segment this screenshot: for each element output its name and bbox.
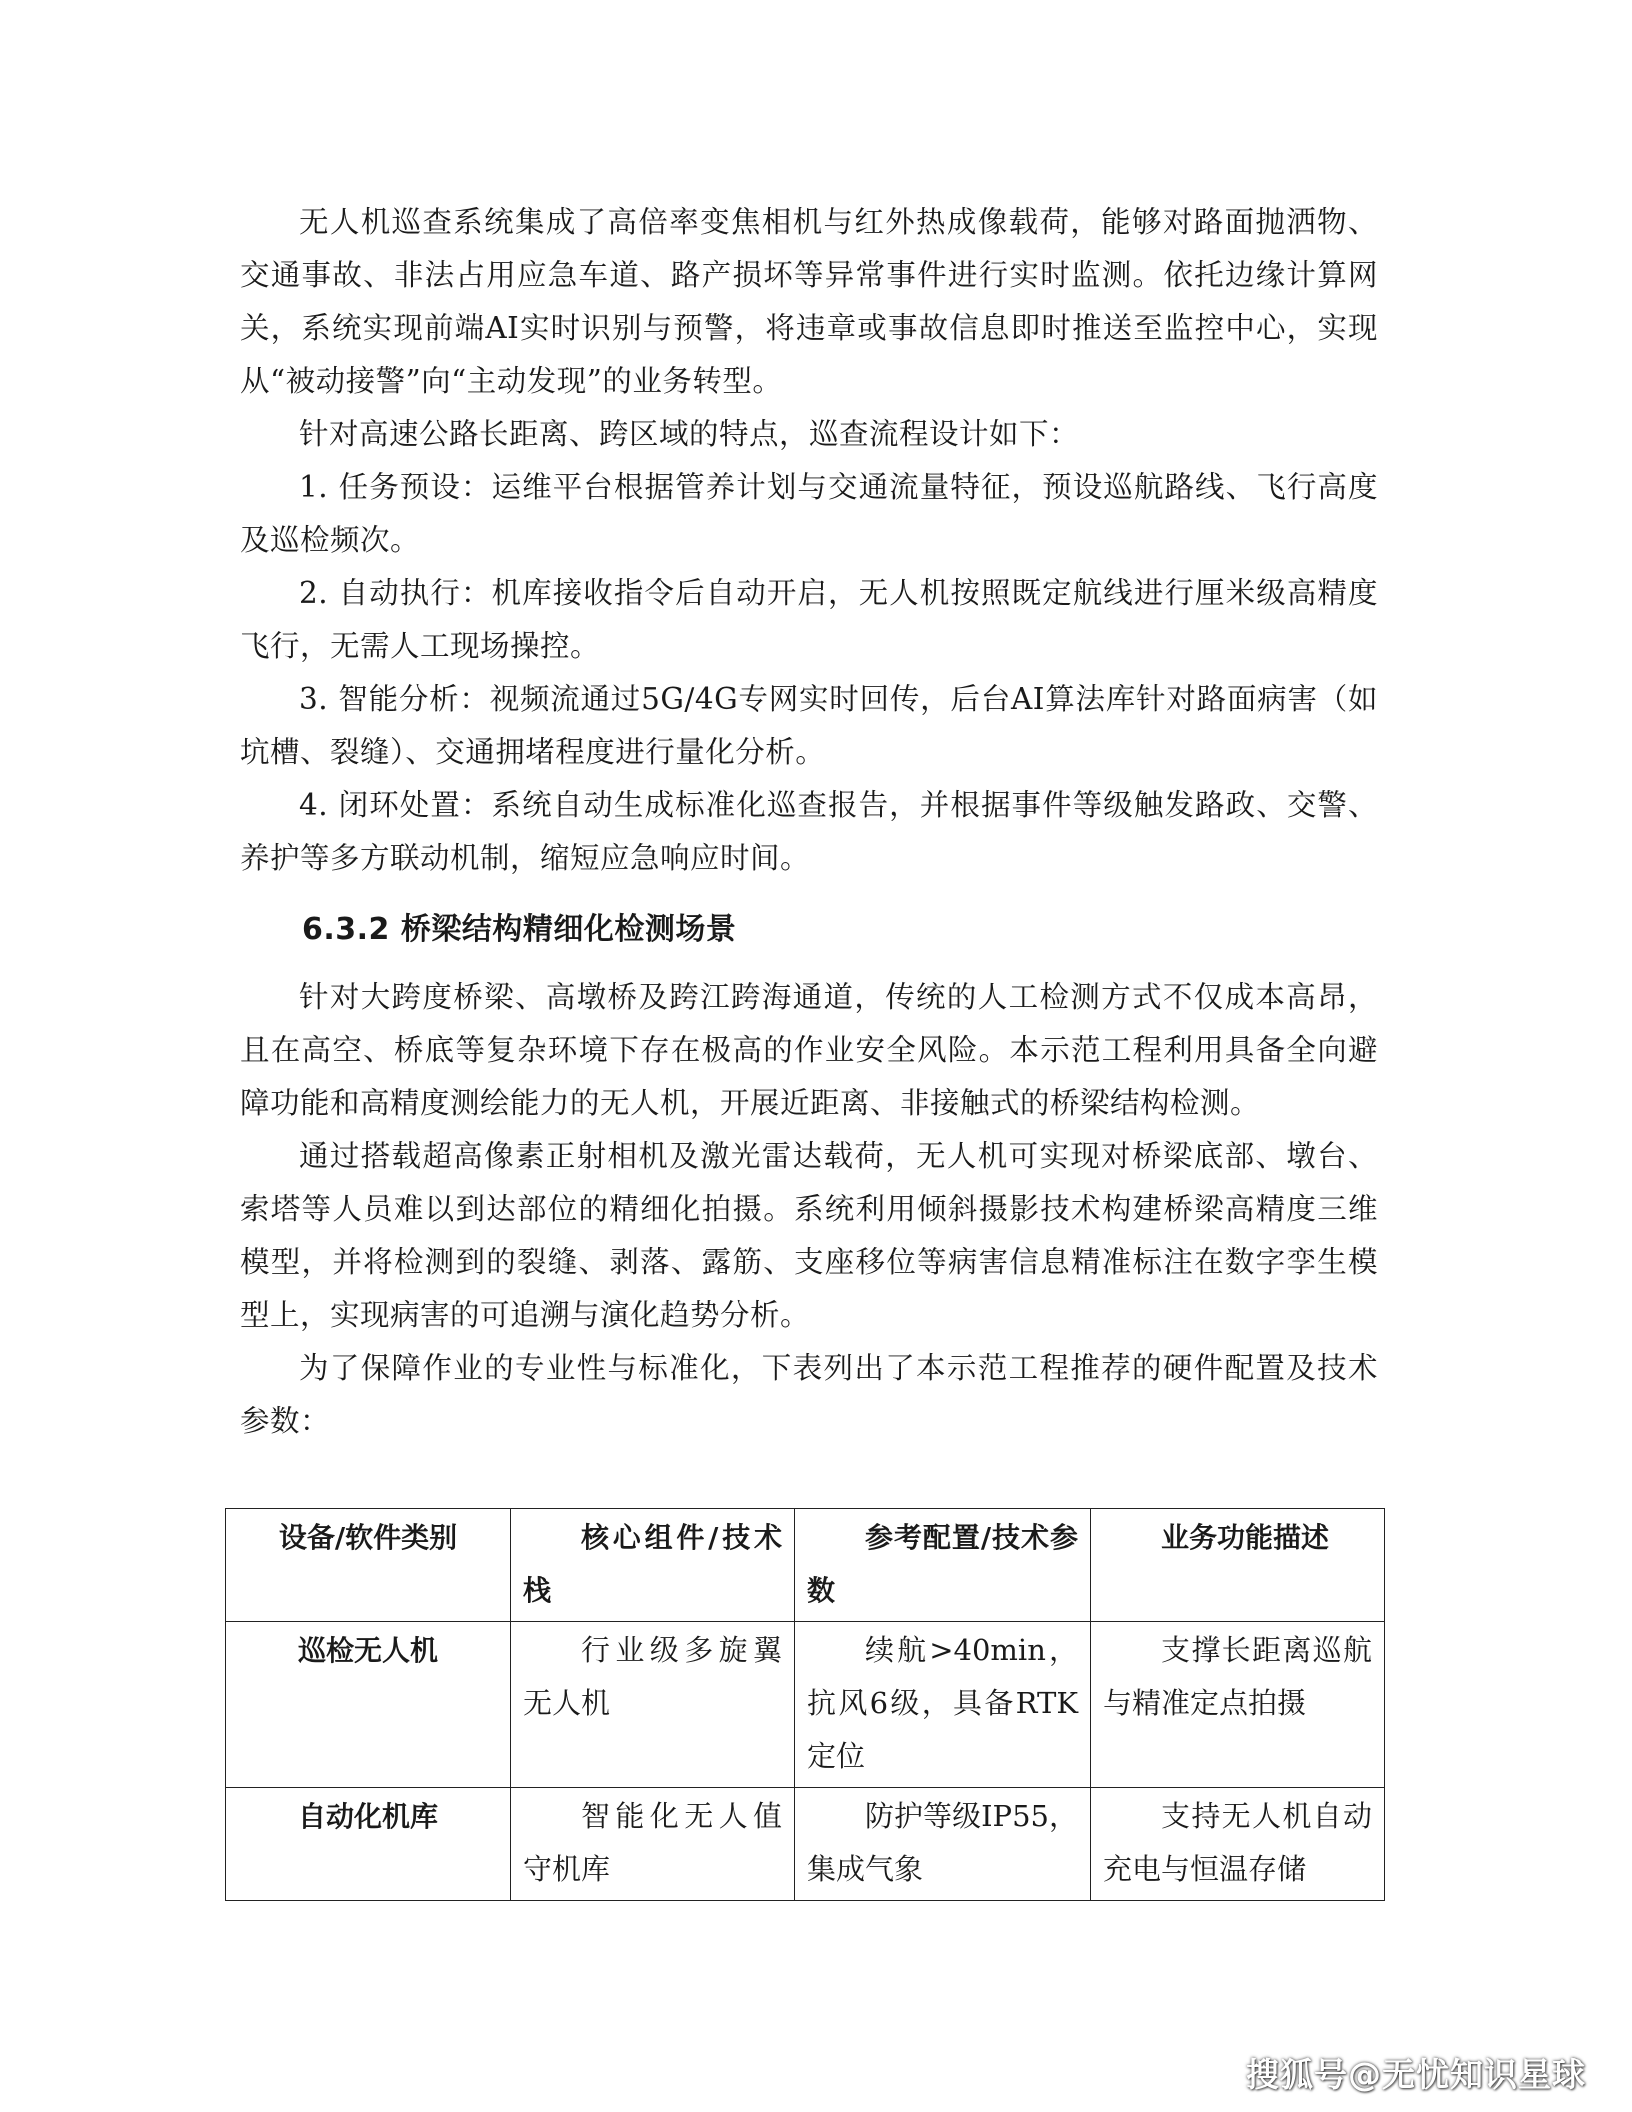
table-header-cell: 参考配置/技术参数 [795,1509,1091,1622]
section-heading: 6.3.2 桥梁结构精细化检测场景 [302,912,737,947]
table-header-row [226,1509,1385,1622]
body-paragraph: 通过搭载超高像素正射相机及激光雷达载荷，无人机可实现对桥梁底部、墩台、索塔等人员难以到达部位的精细化拍摄。系统利用倾斜摄影技术构建桥梁高精度三维模型，并将检测到的裂缝、剥落、露筋、支座移位等病害信息精准标注在数字孪生模型上，实现病害的可追溯与演化趋势分析。 [240,1139,1378,1332]
table-cell [226,1788,511,1901]
body-paragraph: 为了保障作业的专业性与标准化，下表列出了本示范工程推荐的硬件配置及技术参数： [240,1351,1378,1438]
table-cell: 巡检无人机 [226,1622,511,1788]
body-paragraph: 针对大跨度桥梁、高墩桥及跨江跨海通道，传统的人工检测方式不仅成本高昂，且在高空、桥底等复杂环境下存在极高的作业安全风险。本示范工程利用具备全向避障功能和高精度测绘能力的无人机，开展近距离、非接触式的桥梁结构检测。 [240,980,1378,1120]
table-row [226,1622,1385,1788]
list-item-2: 2. 自动执行：机库接收指令后自动开启，无人机按照既定航线进行厘米级高精度飞行，无需人工现场操控。 [240,576,1378,663]
table-cell [511,1788,795,1901]
table-header-cell: 业务功能描述 [1091,1509,1385,1622]
table-header-cell: 设备/软件类别 [226,1509,511,1622]
table-cell: 支撑长距离巡航与精准定点拍摄 [1091,1622,1385,1788]
table-cell: 行业级多旋翼无人机 [511,1622,795,1788]
table-cell-text: 防护等级IP55，集成气象 [807,1799,1078,1886]
watermark-text: 搜狐号@无忧知识星球 [1246,2055,1586,2094]
table-cell-text: 支持无人机自动充电与恒温存储 [1103,1799,1372,1886]
table-cell [795,1788,1091,1901]
body-paragraph: 针对高速公路长距离、跨区域的特点，巡查流程设计如下： [299,417,1080,451]
table-cell-text: 智能化无人值守机库 [523,1799,782,1886]
hardware-spec-table [225,1508,1385,1901]
list-item-3: 3. 智能分析：视频流通过5G/4G专网实时回传，后台AI算法库针对路面病害（如坑槽、裂缝）、交通拥堵程度进行量化分析。 [240,682,1378,769]
table-cell: 续航>40min，抗风6级，具备RTK定位 [795,1622,1091,1788]
table-cell-text: 自动化机库 [297,1800,438,1833]
table-cell [1091,1788,1385,1901]
body-paragraph: 无人机巡查系统集成了高倍率变焦相机与红外热成像载荷，能够对路面抛洒物、交通事故、非法占用应急车道、路产损坏等异常事件进行实时监测。依托边缘计算网关，系统实现前端AI实时识别与预警，将违章或事故信息即时推送至监控中心，实现从“被动接警”向“主动发现”的业务转型。 [240,205,1378,398]
table-row [226,1788,1385,1901]
table-header-cell: 核心组件/技术栈 [511,1509,795,1622]
list-item-4: 4. 闭环处置：系统自动生成标准化巡查报告，并根据事件等级触发路政、交警、养护等多方联动机制，缩短应急响应时间。 [240,788,1378,875]
document-body [240,196,1378,1448]
list-item-1: 1. 任务预设：运维平台根据管养计划与交通流量特征，预设巡航路线、飞行高度及巡检频次。 [240,470,1378,557]
